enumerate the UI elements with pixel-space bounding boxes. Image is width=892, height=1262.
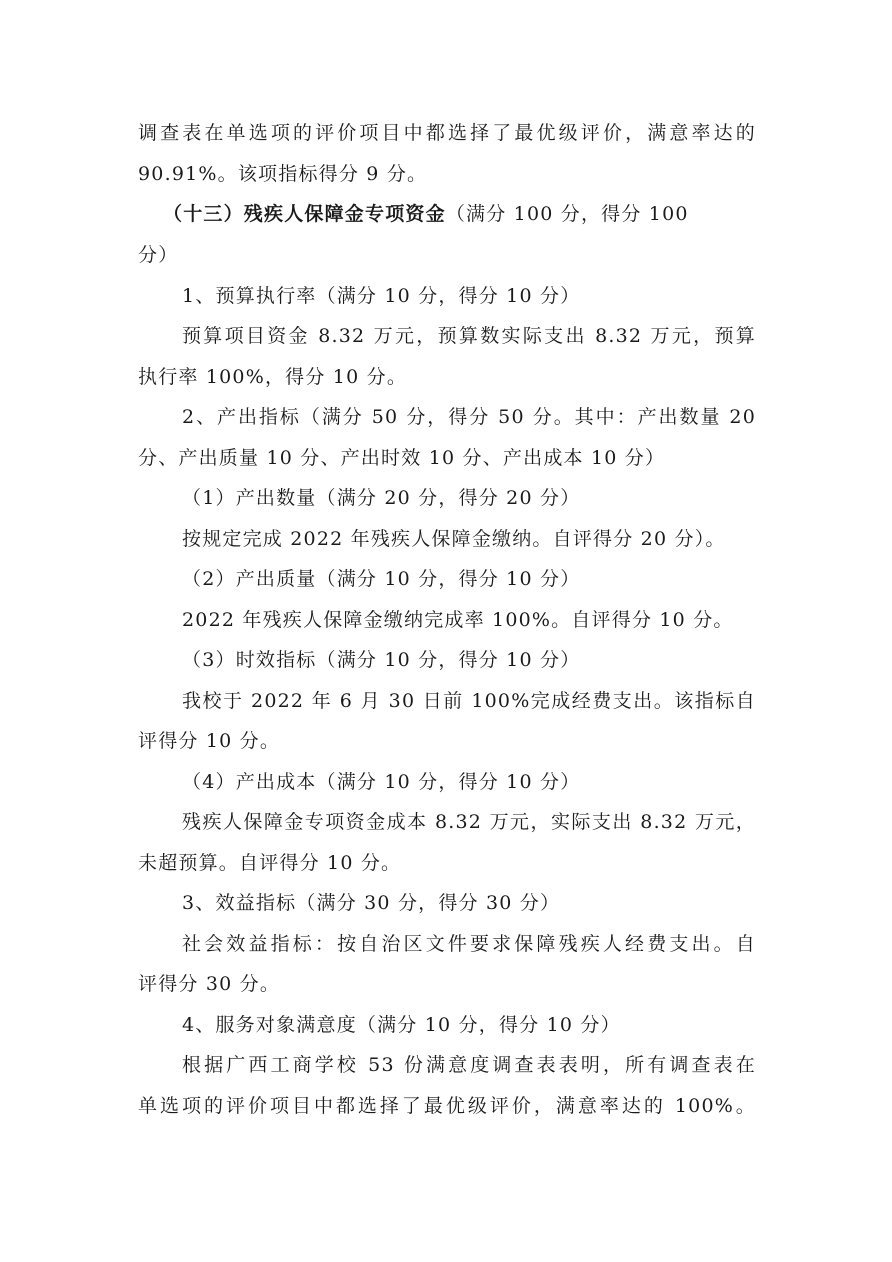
subheading: 1、预算执行率（满分 10 分，得分 10 分） xyxy=(182,285,581,307)
text-line: 分） xyxy=(138,244,179,266)
text-line: 调查表在单选项的评价项目中都选择了最优级评价，满意率达的 xyxy=(138,122,756,144)
text-line: 分、产出质量 10 分、产出时效 10 分、产出成本 10 分） xyxy=(138,447,666,469)
text-line: 残疾人保障金专项资金成本 8.32 万元，实际支出 8.32 万元， xyxy=(182,811,756,833)
text-line: 我校于 2022 年 6 月 30 日前 100%完成经费支出。该指标自 xyxy=(182,690,756,712)
subheading: 2、产出指标（满分 50 分，得分 50 分。其中：产出数量 20 xyxy=(182,406,756,428)
text-line: 社会效益指标：按自治区文件要求保障残疾人经费支出。自 xyxy=(182,933,756,955)
text-line: 预算项目资金 8.32 万元，预算数实际支出 8.32 万元，预算 xyxy=(182,325,756,347)
text-line: 未超预算。自评得分 10 分。 xyxy=(138,852,402,874)
subheading: （2）产出质量（满分 10 分，得分 10 分） xyxy=(182,568,581,590)
text-line: 根据广西工商学校 53 份满意度调查表表明，所有调查表在 xyxy=(182,1054,756,1076)
subheading: （4）产出成本（满分 10 分，得分 10 分） xyxy=(182,771,581,793)
text-line: 单选项的评价项目中都选择了最优级评价，满意率达的 100%。 xyxy=(138,1095,756,1117)
text-line: 执行率 100%，得分 10 分。 xyxy=(138,366,408,388)
subheading: 4、服务对象满意度（满分 10 分，得分 10 分） xyxy=(182,1014,621,1036)
text-line: 2022 年残疾人保障金缴纳完成率 100%。自评得分 10 分。 xyxy=(182,609,734,631)
text-line: 90.91%。该项指标得分 9 分。 xyxy=(138,163,428,185)
subheading: 3、效益指标（满分 30 分，得分 30 分） xyxy=(182,892,561,914)
subheading: （1）产出数量（满分 20 分，得分 20 分） xyxy=(182,487,581,509)
section-score: （满分 100 分，得分 100 xyxy=(445,203,689,225)
section-heading xyxy=(163,201,689,227)
text-line: 评得分 10 分。 xyxy=(138,730,281,752)
subheading: （3）时效指标（满分 10 分，得分 10 分） xyxy=(182,649,581,671)
text-line: 按规定完成 2022 年残疾人保障金缴纳。自评得分 20 分）。 xyxy=(182,528,726,550)
text-line: 评得分 30 分。 xyxy=(138,973,281,995)
section-title: （十三）残疾人保障金专项资金 xyxy=(163,203,446,225)
